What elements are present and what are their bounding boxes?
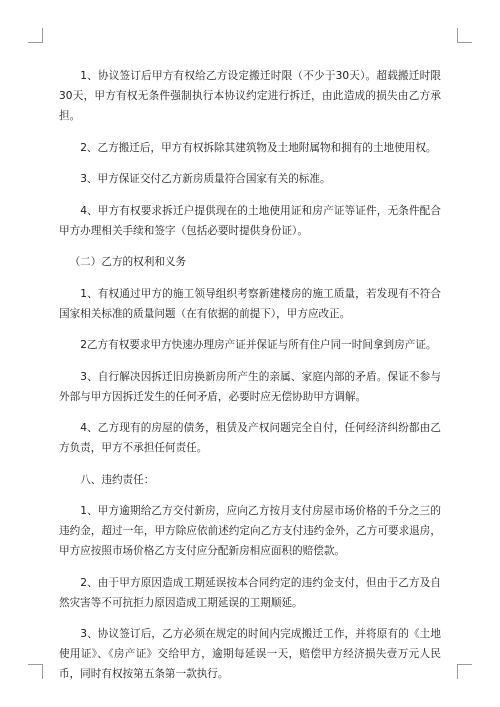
crop-mark-top-left — [28, 28, 43, 43]
section-heading-breach: 八、违约责任： — [80, 473, 155, 486]
crop-mark-bottom-left — [28, 664, 43, 679]
clause-1-2: 2、乙方搬迁后，甲方有权拆除其建筑物及土地附属物和拥有的土地使用权。 — [80, 141, 437, 154]
crop-mark-top-right — [457, 28, 472, 43]
crop-mark-bottom-right — [457, 664, 472, 679]
clause-8-3: 3、协议签订后，乙方必须在规定的时间内完成搬迁工作，并将原有的《土地使用证》、《房产证》交给甲方，逾期每延误一天，赔偿甲方经济损失壹万元人民币，同时有权按第五条第一款执行。 — [59, 628, 441, 680]
clause-2-2: 2乙方有权要求甲方快速办理房产证并保证与所有住户同一时间拿到房产证。 — [80, 339, 437, 351]
clause-2-3: 3、自行解决因拆迁旧房换新房所产生的亲属、家庭内部的矛盾。保证不参与外部与甲方因拆迁发生的任何矛盾，必要时应无偿协助甲方调解。 — [59, 370, 441, 403]
clause-8-2: 2、由于甲方原因造成工期延误按本合同约定的违约金支付，但由于乙方及自然灾害等不可抗拒力原因造成工期延误的工期顺延。 — [59, 576, 441, 609]
clause-8-1: 1、甲方逾期给乙方交付新房，应向乙方按月支付房屋市场价格的千分之三的违约金，超过一年，甲方除应依前述约定向乙方支付违约金外，乙方可要求退房，甲方应按照市场价格乙方支付应分配新房相应面积的赔偿款。 — [59, 505, 441, 557]
clause-2-4: 4、乙方现有的房屋的债务，租赁及产权问题完全自付，任何经济纠纷都由乙方负责，甲方不承担任何责任。 — [59, 422, 441, 454]
clause-1-4: 4、甲方有权要求拆迁户提供现在的土地使用证和房产证等证件，无条件配合甲方办理相关手续和签字（包括必要时提供身份证）。 — [59, 204, 441, 237]
document-body — [59, 66, 441, 696]
clause-2-1: 1、有权通过甲方的施工领导组织考察新建楼房的施工质量，若发现有不符合国家相关标准的质量问题（在有依据的前提下），甲方应改正。 — [59, 287, 441, 320]
section-heading-party-b-rights: （二）乙方的权利和义务 — [69, 256, 187, 268]
clause-1-1: 1、协议签订后甲方有权给乙方设定搬迁时限（不少于30天）。超载搬迁时限30天，甲方有权无条件强制执行本协议约定进行拆迁，由此造成的损失由乙方承担。 — [59, 70, 441, 122]
clause-1-3: 3、甲方保证交付乙方新房质量符合国家有关的标准。 — [80, 173, 331, 185]
